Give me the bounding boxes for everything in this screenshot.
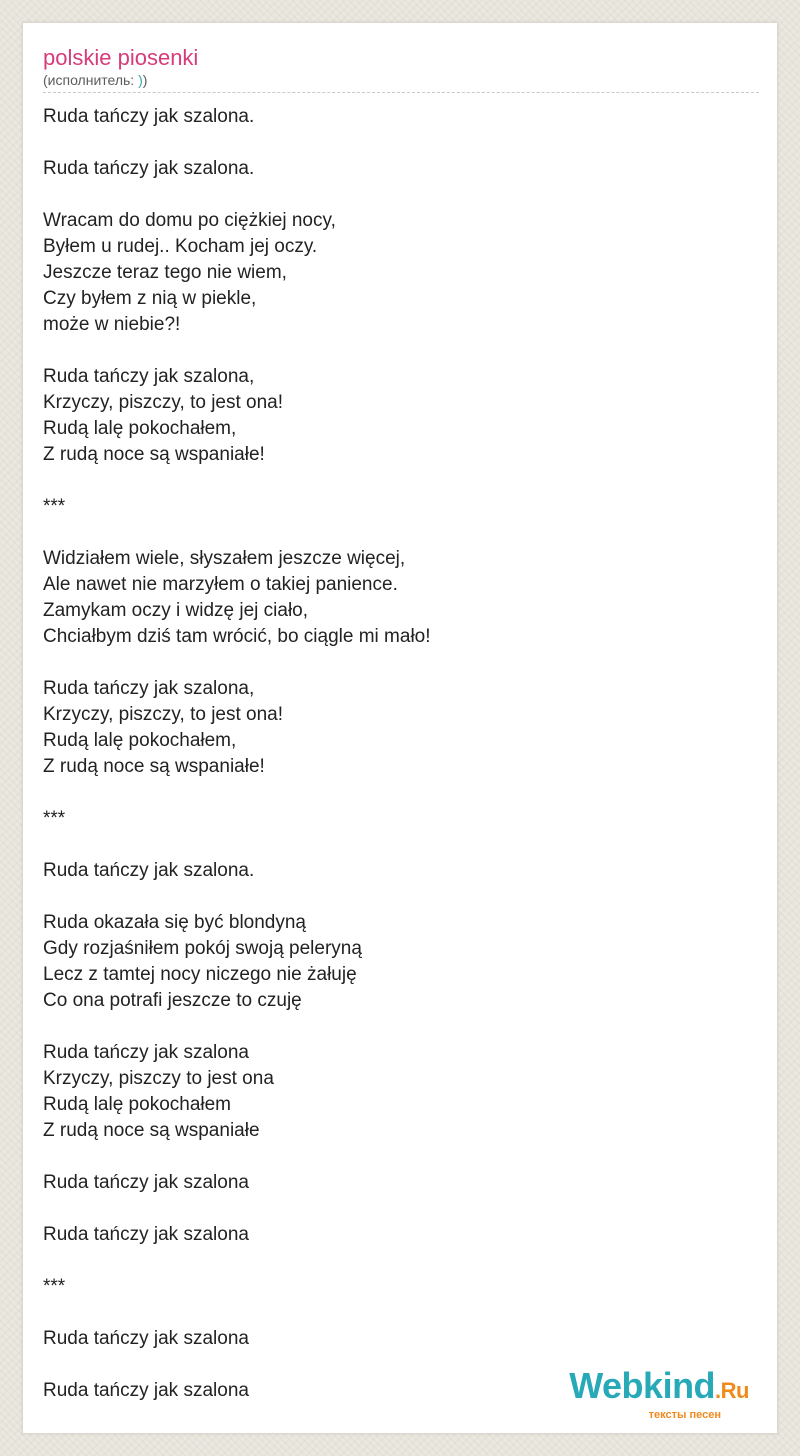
lyric-line: Ruda tańczy jak szalona xyxy=(43,1224,249,1245)
lyric-line xyxy=(43,520,759,546)
song-title: polskie piosenki xyxy=(43,45,199,70)
lyric-line: Czy byłem z nią w piekle, xyxy=(43,288,257,309)
lyric-line xyxy=(43,1248,759,1274)
artist-line xyxy=(43,71,759,89)
lyric-line: Rudą lalę pokochałem xyxy=(43,1094,232,1115)
lyric-line: może w niebie?! xyxy=(43,314,181,335)
lyric-line: Z rudą noce są wspaniałe xyxy=(43,1120,260,1141)
header-divider xyxy=(43,92,759,93)
lyric-line: Krzyczy, piszczy, to jest ona! xyxy=(43,392,284,413)
lyrics-text xyxy=(43,104,759,1404)
lyric-line: Jeszcze teraz tego nie wiem, xyxy=(43,262,287,283)
lyric-line xyxy=(43,650,759,676)
logo-tagline: тексты песен xyxy=(648,1409,721,1421)
lyric-line: Rudą lalę pokochałem, xyxy=(43,730,237,751)
lyric-line: Ruda tańczy jak szalona, xyxy=(43,366,255,387)
lyric-line: *** xyxy=(43,496,66,517)
lyric-line: Z rudą noce są wspaniałe! xyxy=(43,444,265,465)
lyric-line: Krzyczy, piszczy, to jest ona! xyxy=(43,704,284,725)
lyric-line xyxy=(43,1196,759,1222)
lyric-line xyxy=(43,884,759,910)
site-logo[interactable] xyxy=(569,1365,749,1421)
lyric-line: Chciałbym dziś tam wrócić, bo ciągle mi mało! xyxy=(43,626,431,647)
lyric-line: Ruda tańczy jak szalona xyxy=(43,1380,249,1401)
lyric-line: Rudą lalę pokochałem, xyxy=(43,418,237,439)
logo-name: Webkind xyxy=(569,1365,716,1406)
lyric-line xyxy=(43,832,759,858)
lyric-line: Ale nawet nie marzyłem o takiej panience. xyxy=(43,574,398,595)
lyric-line xyxy=(43,182,759,208)
artist-link[interactable]: ) xyxy=(138,72,143,88)
lyric-line: Z rudą noce są wspaniałe! xyxy=(43,756,265,777)
lyrics-card xyxy=(22,22,778,1434)
lyric-line: Co ona potrafi jeszcze to czuję xyxy=(43,990,302,1011)
lyric-line: Ruda tańczy jak szalona. xyxy=(43,860,255,881)
lyric-line xyxy=(43,338,759,364)
lyric-line xyxy=(43,1144,759,1170)
lyric-line: Gdy rozjaśniłem pokój swoją peleryną xyxy=(43,938,362,959)
lyric-line: Ruda tańczy jak szalona xyxy=(43,1328,249,1349)
artist-prefix: (исполнитель: xyxy=(43,72,139,88)
lyric-line: Ruda tańczy jak szalona, xyxy=(43,678,255,699)
song-header xyxy=(43,45,759,89)
lyric-line: Zamykam oczy i widzę jej ciało, xyxy=(43,600,309,621)
lyric-line xyxy=(43,780,759,806)
lyric-line: Wracam do domu po ciężkiej nocy, xyxy=(43,210,336,231)
lyric-line: *** xyxy=(43,1276,66,1297)
lyric-line: Ruda tańczy jak szalona xyxy=(43,1172,249,1193)
lyric-line xyxy=(43,468,759,494)
lyric-line: Krzyczy, piszczy to jest ona xyxy=(43,1068,274,1089)
lyric-line: *** xyxy=(43,808,66,829)
lyric-line xyxy=(43,1300,759,1326)
logo-tld: .Ru xyxy=(715,1378,749,1403)
lyric-line: Ruda tańczy jak szalona. xyxy=(43,158,255,179)
lyric-line: Lecz z tamtej nocy niczego nie żałuję xyxy=(43,964,357,985)
lyric-line: Byłem u rudej.. Kocham jej oczy. xyxy=(43,236,318,257)
lyric-line: Ruda tańczy jak szalona xyxy=(43,1042,249,1063)
lyric-line: Ruda okazała się być blondyną xyxy=(43,912,307,933)
lyric-line xyxy=(43,1014,759,1040)
lyric-line xyxy=(43,130,759,156)
lyric-line: Widziałem wiele, słyszałem jeszcze więcej, xyxy=(43,548,406,569)
lyric-line: Ruda tańczy jak szalona. xyxy=(43,106,255,127)
artist-suffix: ) xyxy=(142,72,148,88)
